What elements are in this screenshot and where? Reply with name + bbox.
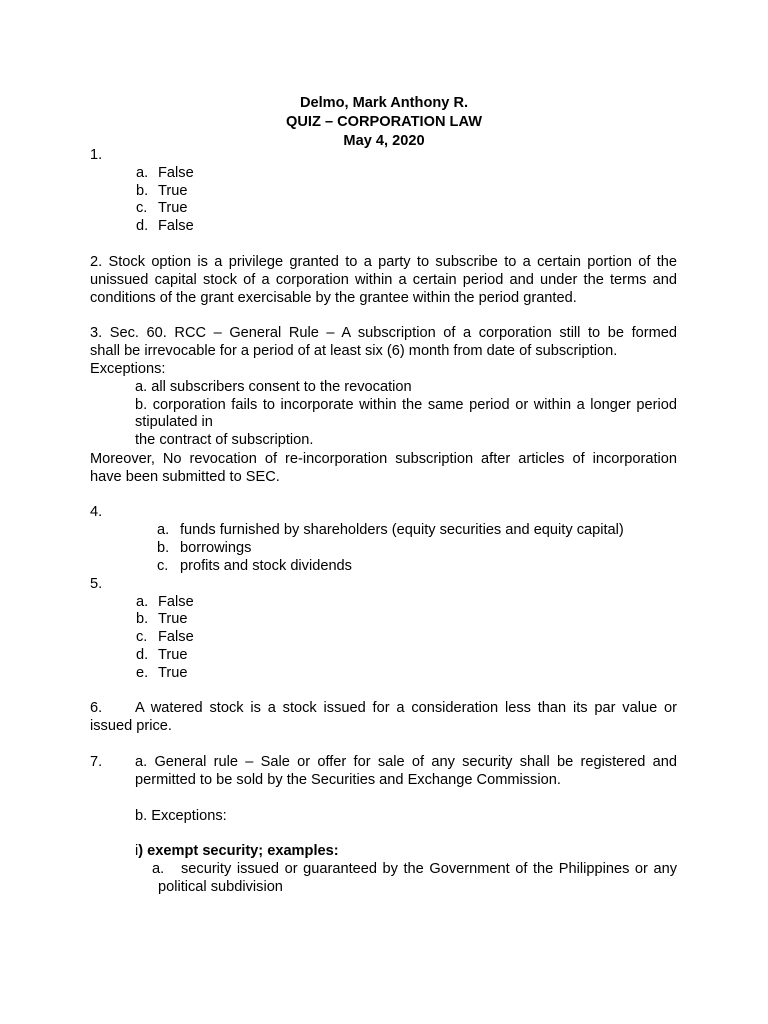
exception-item: a. all subscribers consent to the revocation: [135, 379, 412, 395]
heading-text: ) exempt security; examples:: [138, 843, 339, 859]
paragraph-line: unissued capital stock of a corporation within a certain period and under the terms and: [90, 272, 677, 288]
item-label: b.: [136, 183, 149, 199]
roman-numeral: i: [135, 843, 139, 859]
paragraph-line: 3. Sec. 60. RCC – General Rule – A subscription of a corporation still to be formed: [90, 325, 677, 341]
exception-item: b. corporation fails to incorporate within the same period or within a longer period: [135, 397, 677, 413]
paragraph-line: shall be irrevocable for a period of at least six (6) month from date of subscription.: [90, 343, 618, 359]
item-text: True: [158, 183, 188, 199]
item-label: a.: [157, 522, 170, 538]
item-text: False: [158, 165, 194, 181]
question-number: 6.: [90, 700, 103, 716]
item-label: c.: [136, 200, 148, 216]
item-text-continued: political subdivision: [158, 879, 283, 895]
item-label: b.: [157, 540, 170, 556]
item-text: True: [158, 611, 188, 627]
exception-item-continued: the contract of subscription.: [135, 432, 314, 448]
document-header: [0, 94, 768, 151]
item-text: security issued or guaranteed by the Government of the Philippines or any: [181, 861, 677, 877]
item-text: profits and stock dividends: [180, 558, 352, 574]
question-number: 5.: [90, 576, 103, 592]
item-text: True: [158, 200, 188, 216]
paragraph-line: a. General rule – Sale or offer for sale of any security shall be registered and: [135, 754, 677, 770]
item-label: a.: [136, 165, 149, 181]
item-text: False: [158, 594, 194, 610]
item-text: True: [158, 665, 188, 681]
item-label: c.: [157, 558, 169, 574]
item-text: False: [158, 218, 194, 234]
question-number: 7.: [90, 754, 103, 770]
paragraph-line: permitted to be sold by the Securities and Exchange Commission.: [135, 772, 561, 788]
paragraph-line: conditions of the grant exercisable by the grantee within the period granted.: [90, 290, 577, 306]
item-text: borrowings: [180, 540, 252, 556]
item-label: e.: [136, 665, 149, 681]
quiz-date: May 4, 2020: [343, 133, 425, 149]
item-text: False: [158, 629, 194, 645]
exceptions-label: Exceptions:: [90, 361, 166, 377]
item-label: a.: [136, 594, 149, 610]
item-label: b.: [136, 611, 149, 627]
exempt-security-heading: [135, 843, 339, 861]
item-label: d.: [136, 218, 149, 234]
quiz-title: QUIZ – CORPORATION LAW: [286, 114, 482, 130]
paragraph-line: Moreover, No revocation of re-incorporation subscription after articles of incorporation: [90, 451, 677, 467]
item-label: c.: [136, 629, 148, 645]
item-text: True: [158, 647, 188, 663]
item-label: a.: [152, 861, 165, 877]
paragraph-line: A watered stock is a stock issued for a consideration less than its par value or: [135, 700, 677, 716]
question-number: 1.: [90, 147, 103, 163]
question-number: 4.: [90, 504, 103, 520]
exceptions-label: b. Exceptions:: [135, 808, 227, 824]
paragraph-line: 2. Stock option is a privilege granted to a party to subscribe to a certain portion of the: [90, 254, 677, 270]
paragraph-line: issued price.: [90, 718, 172, 734]
student-name: Delmo, Mark Anthony R.: [299, 95, 469, 111]
item-label: d.: [136, 647, 149, 663]
item-text: funds furnished by shareholders (equity securities and equity capital): [180, 522, 624, 538]
paragraph-line: have been submitted to SEC.: [90, 469, 280, 485]
exception-item-continued: stipulated in: [135, 414, 213, 430]
